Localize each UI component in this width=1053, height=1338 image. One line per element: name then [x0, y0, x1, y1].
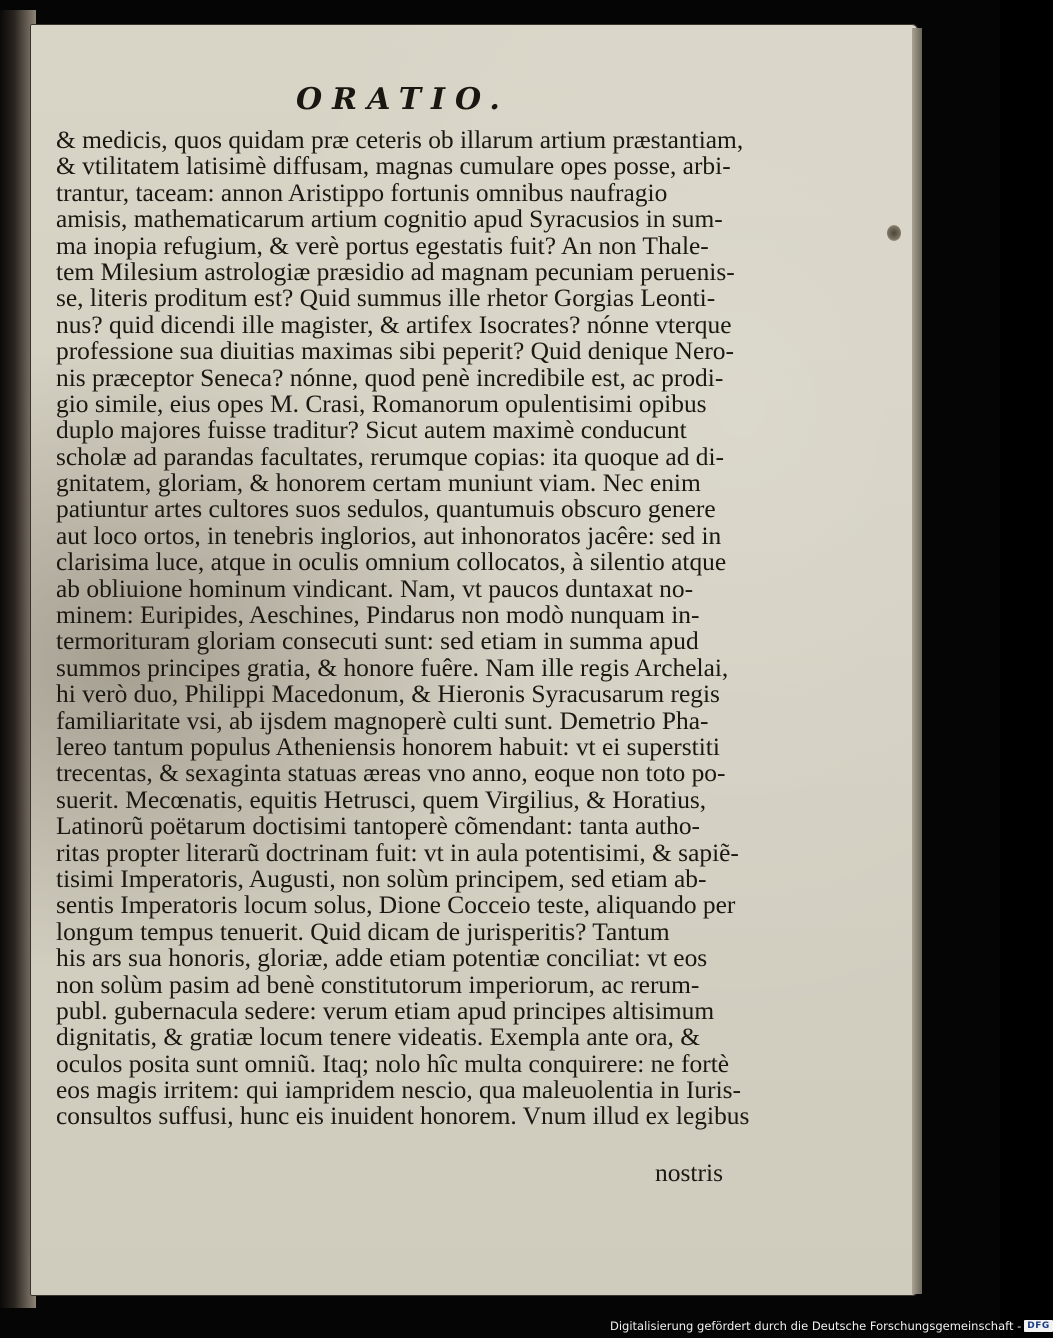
- text-line: nis præceptor Seneca? nónne, quod penè incredibile est, ac prodi-: [56, 362, 724, 392]
- text-line: & vtilitatem latisimè diffusam, magnas cumulare opes posse, arbi-: [56, 151, 731, 181]
- text-line: sentis Imperatoris locum solus, Dione Cocceio teste, aliquando per: [56, 890, 736, 920]
- text-line: suerit. Mecœnatis, equitis Hetrusci, quem Virgilius, & Horatius,: [56, 784, 707, 814]
- text-line: summos principes gratia, & honore fuêre. Nam ille regis Archelai,: [56, 652, 729, 682]
- page-edge: [912, 28, 922, 1294]
- text-line: tisimi Imperatoris, Augusti, non solùm principem, sed etiam ab-: [56, 863, 707, 893]
- body-text: [56, 127, 786, 1130]
- text-line: dignitatis, & gratiæ locum tenere videatis. Exempla ante ora, &: [56, 1022, 701, 1052]
- text-line: trecentas, & sexaginta statuas æreas vno anno, eoque non toto po-: [56, 758, 726, 788]
- text-line: clarisima luce, atque in oculis omnium collocatos, à silentio atque: [56, 547, 727, 577]
- text-line: ritas propter literarũ doctrinam fuit: vt in aula potentisimi, & sapiẽ-: [56, 837, 739, 867]
- text-line: & medicis, quos quidam præ ceteris ob illarum artium præstantiam,: [56, 125, 744, 154]
- ink-stain: [887, 225, 901, 241]
- text-line: lereo tantum populus Atheniensis honorem habuit: vt ei superstiti: [56, 731, 720, 761]
- dfg-logo: DFG: [1024, 1320, 1053, 1332]
- text-line: ab obliuione hominum vindicant. Nam, vt paucos duntaxat no-: [56, 573, 694, 603]
- text-line: amisis, mathematicarum artium cognitio apud Syracusios in sum-: [56, 204, 723, 234]
- text-line: minem: Euripides, Aeschines, Pindarus non modò nunquam in-: [56, 600, 700, 630]
- text-line: consultos suffusi, hunc eis inuident honorem. Vnum illud ex legibus: [56, 1101, 750, 1131]
- running-head: ORATIO.: [296, 82, 510, 117]
- text-line: familiaritate vsi, ab ijsdem magnoperè culti sunt. Demetrio Pha-: [56, 705, 709, 735]
- text-line: publ. gubernacula sedere: verum etiam apud principes altisimum: [56, 995, 715, 1025]
- text-line: termorituram gloriam consecuti sunt: sed etiam in summa apud: [56, 626, 699, 656]
- text-line: aut loco ortos, in tenebris inglorios, aut inhonoratos jacêre: sed in: [56, 520, 722, 550]
- text-line: hi verò duo, Philippi Macedonum, & Hieronis Syracusarum regis: [56, 679, 720, 709]
- text-line: longum tempus tenuerit. Quid dicam de jurisperitis? Tantum: [56, 916, 670, 946]
- text-line: duplo majores fuisse traditur? Sicut autem maximè conducunt: [56, 415, 687, 445]
- text-line: professione sua diuitias maximas sibi peperit? Quid denique Nero-: [56, 336, 734, 366]
- text-line: nus? quid dicendi ille magister, & artifex Isocrates? nónne vterque: [56, 309, 732, 339]
- text-line: patiuntur artes cultores suos sedulos, quantumuis obscuro genere: [56, 494, 716, 524]
- credit-text: Digitalisierung gefördert durch die Deutsche Forschungsgemeinschaft -: [610, 1319, 1022, 1333]
- text-line: gnitatem, gloriam, & honorem certam muniunt viam. Nec enim: [56, 468, 701, 498]
- text-line: tem Milesium astrologiæ præsidio ad magnam pecuniam peruenis-: [56, 256, 735, 286]
- text-line: eos magis irritem: qui iampridem nescio, qua maleuolentia in Iuris-: [56, 1075, 742, 1105]
- text-line: oculos posita sunt omniũ. Itaq; nolo hîc multa conquirere: ne fortè: [56, 1048, 730, 1078]
- text-line: gio simile, eius opes M. Crasi, Romanorum opulentisimi opibus: [56, 388, 707, 418]
- text-line: se, literis proditum est? Quid summus ille rhetor Gorgias Leonti-: [56, 283, 716, 313]
- text-line: ma inopia refugium, & verè portus egestatis fuit? An non Thale-: [56, 230, 709, 260]
- text-line: Latinorũ poëtarum doctisimi tantoperè cõmendant: tanta autho-: [56, 811, 701, 841]
- text-line: his ars sua honoris, gloriæ, adde etiam potentiæ conciliat: vt eos: [56, 943, 708, 973]
- text-line: trantur, taceam: annon Aristippo fortunis omnibus naufragio: [56, 177, 668, 207]
- text-line: non solùm pasim ad benè constitutorum imperiorum, ac rerum-: [56, 969, 700, 999]
- text-line: scholæ ad parandas facultates, rerumque copias: ita quoque ad di-: [56, 441, 725, 471]
- digitization-credit: [610, 1318, 1053, 1334]
- catchword: nostris: [655, 1158, 724, 1187]
